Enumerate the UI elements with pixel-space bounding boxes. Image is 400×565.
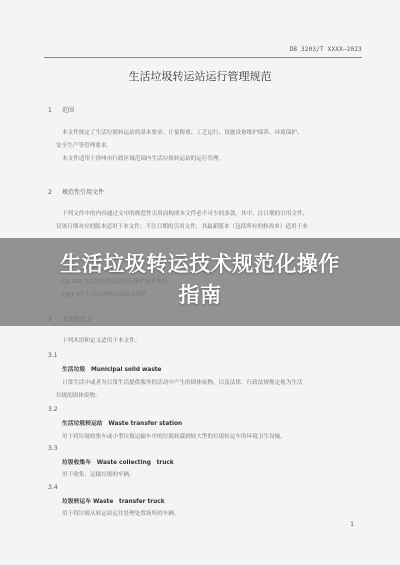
standard-code: DB 3203/T XXXX—2023 [289,46,362,53]
term-number: 3.2 [48,406,58,413]
section-heading-references: 2 规范性引用文件 [48,189,105,196]
term-number: 3.4 [48,484,58,491]
term-name: 垃圾收集车 Waste collecting truck [62,460,174,466]
term-definition-line1: 用于将垃圾从转运站运往处理处置场所的车辆。 [62,511,180,517]
term-definition-line2: 垃圾的固体废物。 [56,393,101,399]
header-rule [44,57,362,58]
references-paragraph-line1: 下列文件中的内容通过文中的规范性引用而构成本文件必不可少的条款。其中，注日期的引用文件， [62,211,309,217]
term-definition-line1: 日常生活中或者为日常生活提供服务的活动中产生的固体废物，以及法律、行政法规规定视为生活 [62,380,303,386]
section-heading-scope: 1 范围 [48,107,75,114]
page-number: 1 [350,521,354,528]
term-name: 生活垃圾转运站 Waste transfer station [62,421,183,427]
term-definition-line1: 用于收集、运输垃圾的车辆。 [62,472,135,478]
term-number: 3.3 [48,445,58,452]
term-definition-line1: 用于将垃圾收集车或小型垃圾运输车中的垃圾转载到较大型的垃圾转运车的环境卫生设施。 [62,434,286,440]
references-paragraph-line2: 仅该日期对应的版本适用于本文件；不注日期的引用文件，其最新版本（包括所有的修改单）适用于本 [56,224,308,230]
scope-paragraph-line1: 本文件规定了生活垃圾转运站的基本要求、计量称重、工艺运行、设施设备维护保养、环境保护、 [62,130,303,136]
term-name: 垃圾转运车 Waste transfer truck [62,499,165,505]
scope-paragraph-line2: 安全生产等管理要求。 [56,143,112,149]
term-number: 3.1 [48,352,58,359]
banner-title-line1: 生活垃圾转运技术规范化操作 [60,252,340,276]
banner-title [20,249,380,311]
terms-intro: 下列术语和定义适用于本文件。 [62,338,141,344]
scope-paragraph-2: 本文件适用于徐州市行政区域范围内生活垃圾转运站的运行管理。 [62,156,225,162]
document-title: 生活垃圾转运站运行管理规范 [128,70,272,83]
banner-title-line2: 指南 [178,283,222,307]
term-name: 生活垃圾 Municipal solid waste [62,367,162,373]
